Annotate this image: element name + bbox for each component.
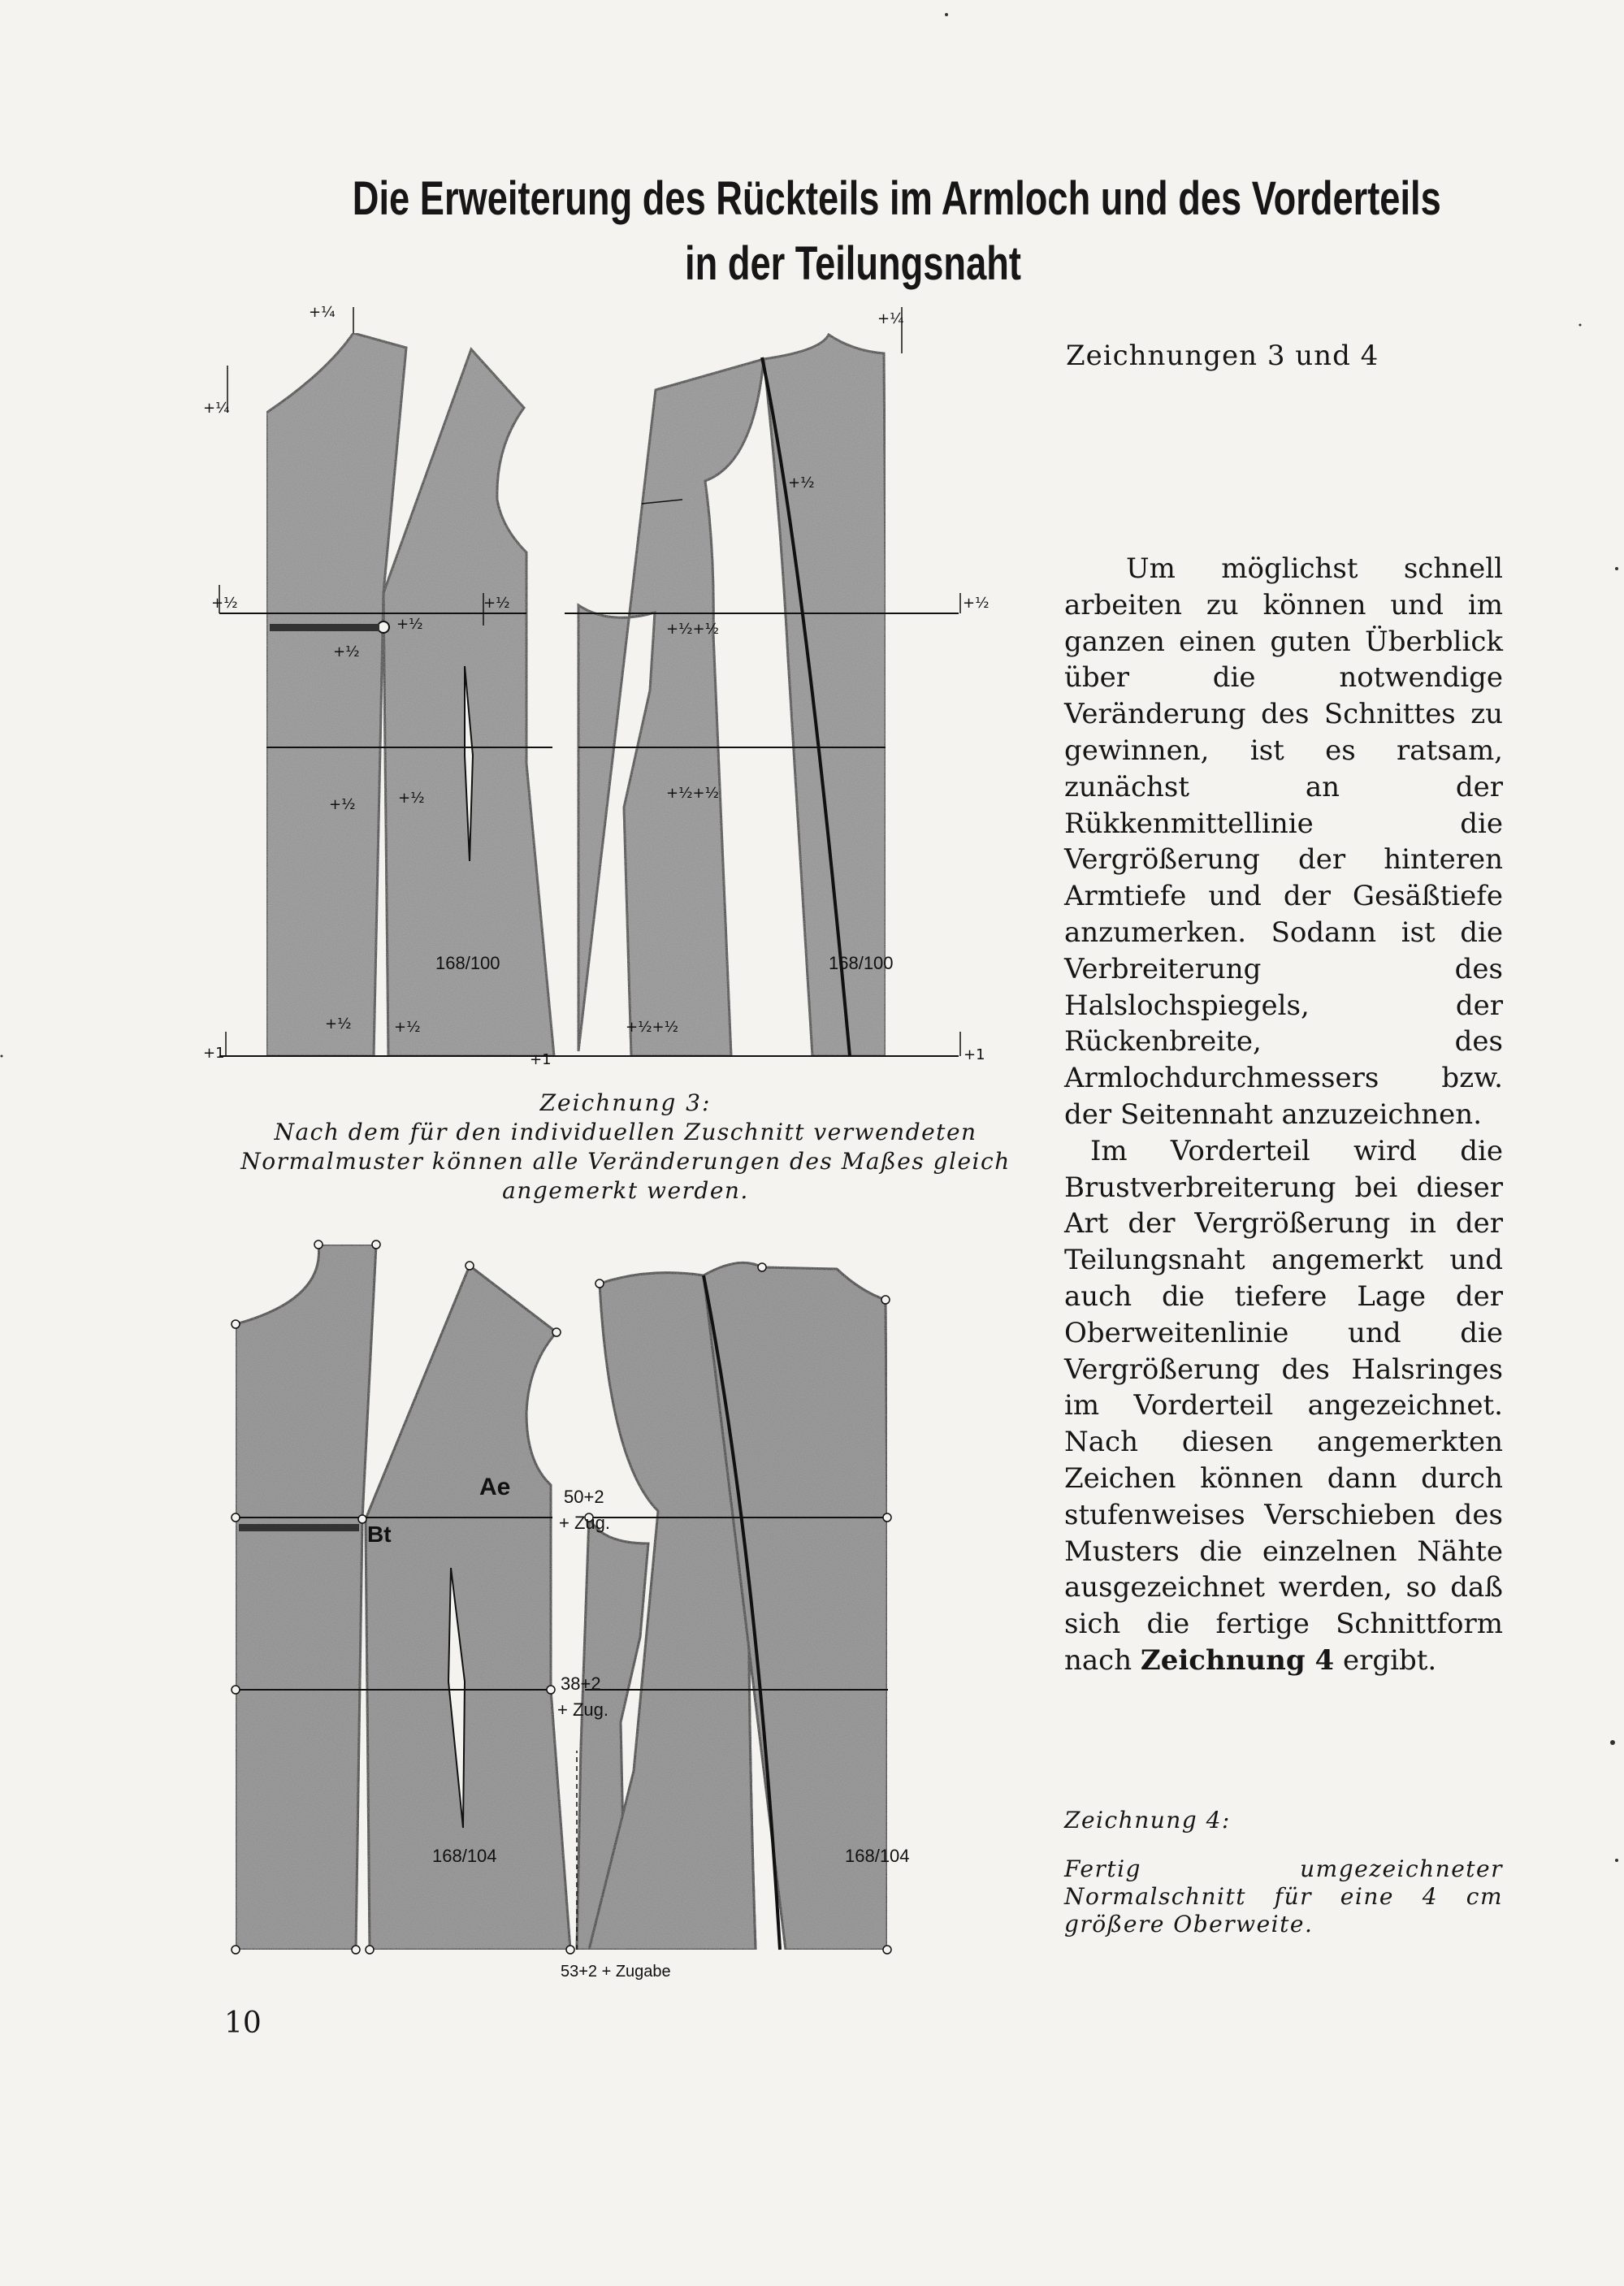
fig3-mark-top-left: +¼ bbox=[309, 304, 336, 321]
body-paragraph-2-reference: Zeichnung 4 bbox=[1140, 1643, 1335, 1677]
fig4-measure-waist: 38+2 bbox=[561, 1673, 601, 1694]
figure-4-caption-title: Zeichnung 4: bbox=[1064, 1807, 1231, 1834]
fig3-mark-hem-2: +½ bbox=[394, 1019, 421, 1036]
fig3-mark-waist-1: +½ bbox=[329, 796, 356, 813]
fig3-mark-right-armhole: +½ bbox=[963, 595, 990, 612]
body-paragraph-2-start: Im Vorderteil wird die Brustverbreiterung bei dieser Art der Vergrößerung in der Teilungsnaht angemerkt und auch die tiefere Lage der Oberweitenlinie und die Vergrößerung des Halsringes im Vorderteil angezeichnet. Nach diesen angemerkten Zeichen können dann durch stufenweises Verschieben des Musters die einzelnen Nähte ausgezeichnet werden, so daß sich die fertige Schnittform nach bbox=[1064, 1134, 1503, 1677]
fig3-mark-center-armhole: +½ bbox=[483, 595, 510, 612]
fig4-measure-waist-zug: + Zug. bbox=[557, 1699, 608, 1720]
fig4-size-label-right: 168/104 bbox=[845, 1846, 910, 1866]
figure-4-caption-text: Fertig umgezeichneter Normalschnitt für eine 4 cm größere Oberweite. bbox=[1064, 1855, 1503, 1937]
body-paragraph-1: Um möglichst schnell arbeiten zu können und im ganzen einen guten Überblick über die notwendige Veränderung des Schnittes zu gewinnen, ist es ratsam, zunächst an der Rükkenmittellinie die Vergrößerung der hinteren Armtiefe und der Gesäßtiefe anzumerken. Sodann ist die Verbreiterung des Halslochspiegels, der Rückenbreite, des Armlochdurchmessers bzw. der Seitennaht anzuzeichnen. bbox=[1064, 552, 1503, 1131]
figure-3-caption-title: Zeichnung 3: bbox=[539, 1089, 712, 1116]
fig3-size-label-left: 168/100 bbox=[435, 953, 500, 973]
fig4-measure-hip: 53+2 + Zugabe bbox=[561, 1963, 671, 1981]
fig4-label-ae: Ae bbox=[479, 1474, 511, 1500]
fig3-mark-hem-3: +½+½ bbox=[626, 1019, 679, 1036]
fig3-mark-left-armhole: +½ bbox=[211, 595, 238, 612]
fig3-size-label-right: 168/100 bbox=[829, 953, 894, 973]
sidebar-heading: Zeichnungen 3 und 4 bbox=[1066, 340, 1379, 372]
fig3-mark-front-waist: +½+½ bbox=[666, 785, 720, 802]
fig3-mark-waist-2: +½ bbox=[398, 790, 425, 807]
fig3-mark-front-1: +½+½ bbox=[666, 621, 720, 638]
fig3-mark-neck-left: +¼ bbox=[203, 400, 230, 417]
page-title-line-2: in der Teilungsnaht bbox=[685, 237, 1021, 290]
fig3-mark-top-right: +¼ bbox=[877, 310, 904, 327]
page-title-line-1: Die Erweiterung des Rückteils im Armloch und des Vorderteils bbox=[352, 172, 1441, 225]
fig3-mark-bottom-left: +1 bbox=[203, 1045, 225, 1062]
fig3-mark-pivot-1: +½ bbox=[396, 616, 423, 633]
page-number: 10 bbox=[224, 2007, 262, 2040]
body-paragraph-2-end: ergibt. bbox=[1334, 1643, 1437, 1677]
fig3-mark-bottom-center: +1 bbox=[530, 1051, 552, 1068]
fig4-measure-chest-zug: + Zug. bbox=[559, 1513, 610, 1533]
fig4-measure-chest: 50+2 bbox=[564, 1487, 604, 1507]
fig4-label-bt: Bt bbox=[367, 1522, 392, 1547]
fig3-mark-front-armhole: +½ bbox=[788, 474, 815, 491]
fig3-mark-pivot-2: +½ bbox=[333, 643, 360, 660]
fig3-mark-hem-1: +½ bbox=[325, 1015, 352, 1033]
figure-3-caption-text: Nach dem für den individuellen Zuschnitt verwendeten Normalmuster können alle Veränderungen des Maßes gleich angemerkt werden. bbox=[240, 1119, 1011, 1204]
fig4-size-label-left: 168/104 bbox=[432, 1846, 497, 1866]
fig3-mark-bottom-right: +1 bbox=[964, 1046, 985, 1063]
